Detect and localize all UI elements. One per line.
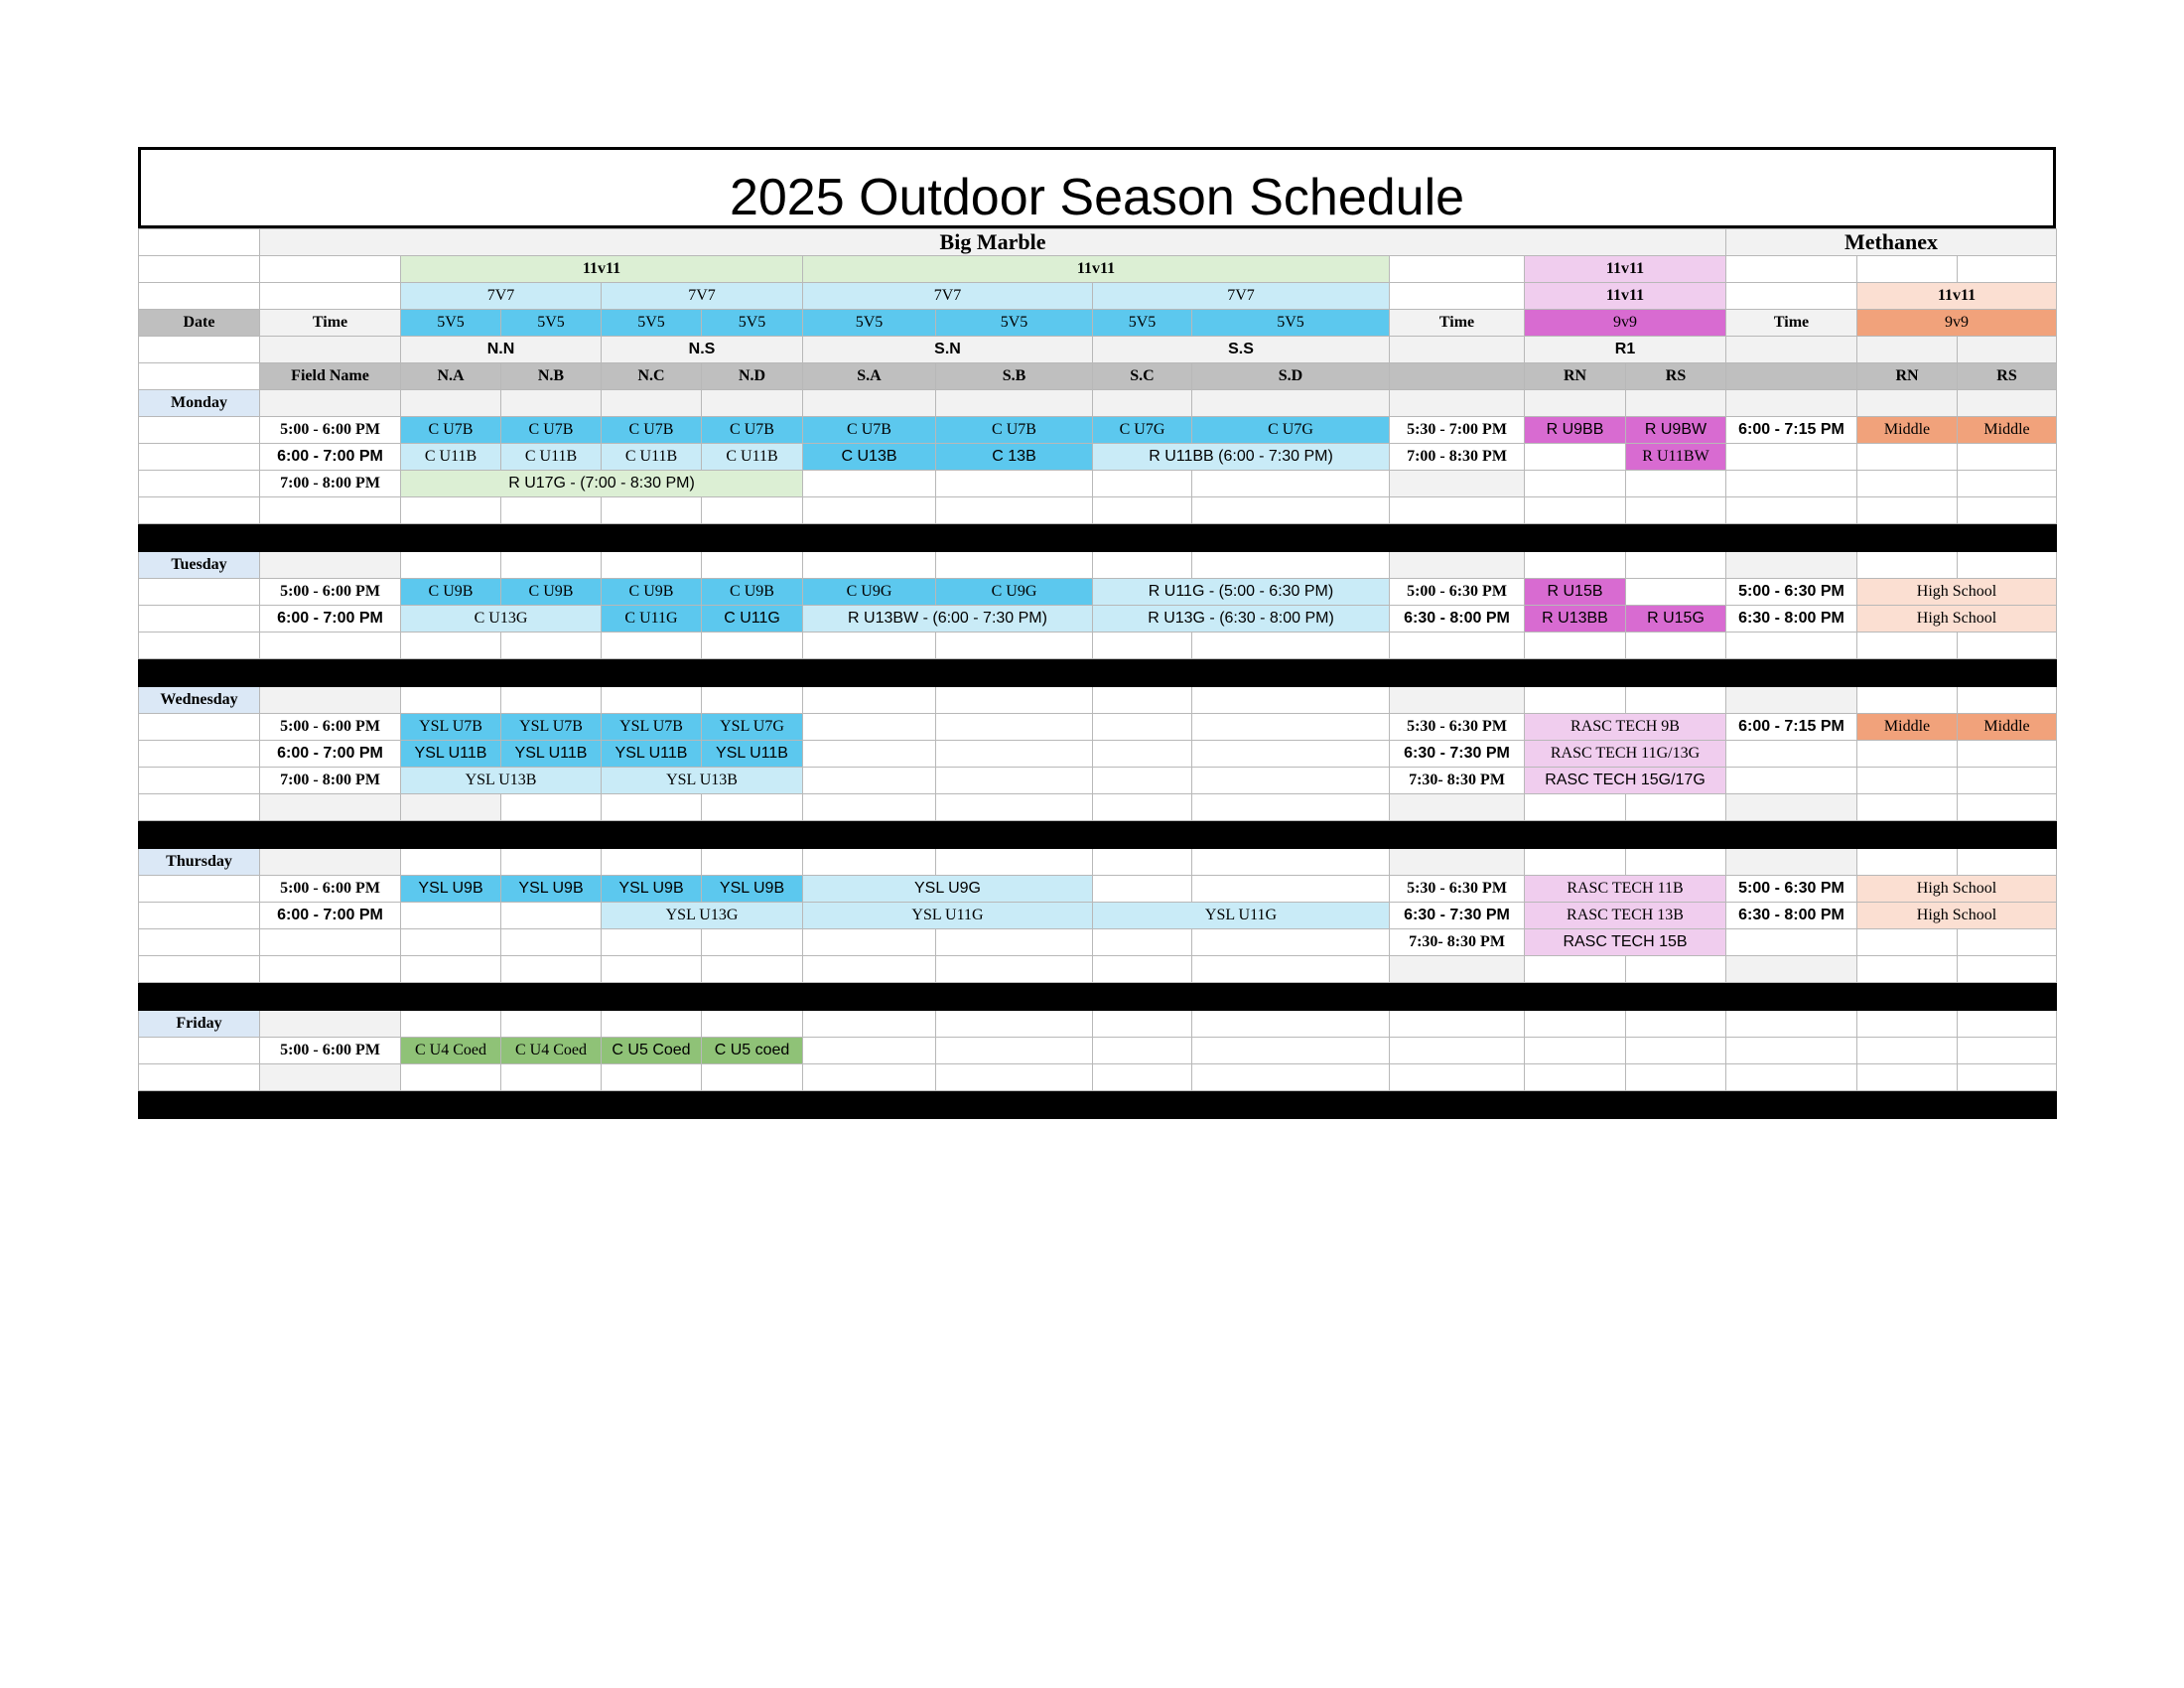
time-header-methanex: Time <box>1726 310 1857 337</box>
booking-cell: RASC TECH 11B <box>1525 876 1726 903</box>
time-slot-methanex: 6:00 - 7:15 PM <box>1726 714 1857 741</box>
booking-cell: C U9B <box>401 579 501 606</box>
format-7v7-ss: 7V7 <box>1093 283 1390 310</box>
field-group-r1: R1 <box>1525 337 1726 363</box>
format-5v5-na: 5V5 <box>401 310 501 337</box>
field-na: N.A <box>401 363 501 390</box>
booking-cell: YSL U13G <box>602 903 803 929</box>
booking-cell: High School <box>1857 606 2057 633</box>
format-11v11-r1: 11v11 <box>1525 256 1726 283</box>
day-separator <box>139 1091 2057 1119</box>
booking-cell: R U11G - (5:00 - 6:30 PM) <box>1093 579 1390 606</box>
time-slot-r1: 7:30- 8:30 PM <box>1390 768 1525 794</box>
time-slot: 7:00 - 8:00 PM <box>260 768 401 794</box>
format-5v5-row <box>139 310 2057 337</box>
day-label-tuesday: Tuesday <box>139 552 260 579</box>
time-slot-r1: 6:30 - 7:30 PM <box>1390 903 1525 929</box>
booking-cell: C U5 coed <box>702 1038 803 1064</box>
booking-cell: R U13G - (6:30 - 8:00 PM) <box>1093 606 1390 633</box>
thursday-slot-1 <box>139 876 2057 903</box>
time-slot: 5:00 - 6:00 PM <box>260 417 401 444</box>
day-separator <box>139 524 2057 552</box>
wednesday-day-row <box>139 687 2057 714</box>
field-nd: N.D <box>702 363 803 390</box>
format-7v7-ns: 7V7 <box>602 283 803 310</box>
time-slot-r1: 7:30- 8:30 PM <box>1390 929 1525 956</box>
time-slot: 6:00 - 7:00 PM <box>260 606 401 633</box>
format-11v11-south: 11v11 <box>803 256 1390 283</box>
booking-cell: High School <box>1857 876 2057 903</box>
field-sd: S.D <box>1192 363 1390 390</box>
thursday-slot-3 <box>139 929 2057 956</box>
format-5v5-sb: 5V5 <box>936 310 1093 337</box>
day-separator <box>139 659 2057 687</box>
field-group-ns: N.S <box>602 337 803 363</box>
field-group-ss: S.S <box>1093 337 1390 363</box>
time-slot-r1: 6:30 - 8:00 PM <box>1390 606 1525 633</box>
booking-cell: YSL U11B <box>401 741 501 768</box>
date-header: Date <box>139 310 260 337</box>
field-methanex-rs: RS <box>1958 363 2057 390</box>
booking-cell: C U7B <box>602 417 702 444</box>
format-5v5-sc: 5V5 <box>1093 310 1192 337</box>
format-9v9-methanex: 9v9 <box>1857 310 2057 337</box>
booking-cell: YSL U13B <box>401 768 602 794</box>
friday-day-row <box>139 1011 2057 1038</box>
booking-cell: YSL U11B <box>602 741 702 768</box>
booking-cell: C U9G <box>803 579 936 606</box>
booking-cell: C U9B <box>501 579 602 606</box>
format-5v5-nd: 5V5 <box>702 310 803 337</box>
format-5v5-nc: 5V5 <box>602 310 702 337</box>
booking-cell: C U9B <box>702 579 803 606</box>
field-nb: N.B <box>501 363 602 390</box>
format-11v11-row <box>139 256 2057 283</box>
booking-cell: High School <box>1857 579 2057 606</box>
booking-cell: C U11B <box>501 444 602 471</box>
field-nc: N.C <box>602 363 702 390</box>
field-sb: S.B <box>936 363 1093 390</box>
time-slot: 7:00 - 8:00 PM <box>260 471 401 497</box>
field-methanex-rn: RN <box>1857 363 1958 390</box>
time-slot: 6:00 - 7:00 PM <box>260 741 401 768</box>
thursday-blank-row <box>139 956 2057 983</box>
booking-cell: YSL U11G <box>1093 903 1390 929</box>
field-group-sn: S.N <box>803 337 1093 363</box>
schedule-sheet <box>138 147 2056 1119</box>
wednesday-slot-2 <box>139 741 2057 768</box>
day-separator <box>139 983 2057 1011</box>
booking-cell: C U13G <box>401 606 602 633</box>
monday-day-row <box>139 390 2057 417</box>
title-box <box>138 147 2056 228</box>
booking-cell: C U7B <box>936 417 1093 444</box>
booking-cell: YSL U7G <box>702 714 803 741</box>
venue-methanex: Methanex <box>1726 229 2057 256</box>
booking-cell: RASC TECH 15B <box>1525 929 1726 956</box>
time-header: Time <box>260 310 401 337</box>
booking-cell: RASC TECH 15G/17G <box>1525 768 1726 794</box>
booking-cell: C U7B <box>501 417 602 444</box>
day-label-monday: Monday <box>139 390 260 417</box>
booking-cell: C U7B <box>401 417 501 444</box>
booking-cell: R U11BB (6:00 - 7:30 PM) <box>1093 444 1390 471</box>
time-slot-r1: 5:30 - 7:00 PM <box>1390 417 1525 444</box>
booking-cell: R U13BW - (6:00 - 7:30 PM) <box>803 606 1093 633</box>
time-slot: 5:00 - 6:00 PM <box>260 579 401 606</box>
time-slot: 5:00 - 6:00 PM <box>260 876 401 903</box>
format-11v11-north: 11v11 <box>401 256 803 283</box>
time-slot: 5:00 - 6:00 PM <box>260 1038 401 1064</box>
booking-cell: RASC TECH 13B <box>1525 903 1726 929</box>
venue-row <box>139 229 2057 256</box>
day-label-friday: Friday <box>139 1011 260 1038</box>
time-slot-methanex: 5:00 - 6:30 PM <box>1726 876 1857 903</box>
friday-slot-1 <box>139 1038 2057 1064</box>
booking-cell: C U11B <box>602 444 702 471</box>
wednesday-slot-1 <box>139 714 2057 741</box>
time-slot-r1: 5:30 - 6:30 PM <box>1390 714 1525 741</box>
booking-cell: C U4 Coed <box>501 1038 602 1064</box>
time-slot: 6:00 - 7:00 PM <box>260 444 401 471</box>
booking-cell: YSL U7B <box>602 714 702 741</box>
time-header-r1: Time <box>1390 310 1525 337</box>
booking-cell: R U15G <box>1626 606 1726 633</box>
booking-cell: YSL U9B <box>501 876 602 903</box>
booking-cell: Middle <box>1958 417 2057 444</box>
booking-cell: C U5 Coed <box>602 1038 702 1064</box>
time-slot-r1: 5:00 - 6:30 PM <box>1390 579 1525 606</box>
thursday-day-row <box>139 849 2057 876</box>
wednesday-slot-3 <box>139 768 2057 794</box>
time-slot-methanex: 6:30 - 8:00 PM <box>1726 606 1857 633</box>
booking-cell: YSL U9B <box>702 876 803 903</box>
format-9v9-r1: 9v9 <box>1525 310 1726 337</box>
booking-cell: C U7G <box>1192 417 1390 444</box>
friday-blank-row <box>139 1064 2057 1091</box>
tuesday-day-row <box>139 552 2057 579</box>
monday-blank-row <box>139 497 2057 524</box>
format-5v5-sd: 5V5 <box>1192 310 1390 337</box>
venue-big-marble: Big Marble <box>260 229 1726 256</box>
booking-cell: C U9B <box>602 579 702 606</box>
booking-cell: R U9BB <box>1525 417 1626 444</box>
time-slot-r1: 7:00 - 8:30 PM <box>1390 444 1525 471</box>
booking-cell: RASC TECH 11G/13G <box>1525 741 1726 768</box>
field-sa: S.A <box>803 363 936 390</box>
schedule-table <box>138 228 2057 1119</box>
booking-cell: C U11G <box>602 606 702 633</box>
tuesday-slot-2 <box>139 606 2057 633</box>
field-sc: S.C <box>1093 363 1192 390</box>
booking-cell: YSL U9B <box>602 876 702 903</box>
format-7v7-sn: 7V7 <box>803 283 1093 310</box>
booking-cell: YSL U11B <box>702 741 803 768</box>
thursday-slot-2 <box>139 903 2057 929</box>
time-slot-r1: 6:30 - 7:30 PM <box>1390 741 1525 768</box>
booking-cell: YSL U11G <box>803 903 1093 929</box>
day-label-wednesday: Wednesday <box>139 687 260 714</box>
booking-cell: C U11B <box>401 444 501 471</box>
format-7v7-row <box>139 283 2057 310</box>
monday-slot-1 <box>139 417 2057 444</box>
sheet-title: 2025 Outdoor Season Schedule <box>729 169 1465 226</box>
booking-cell: Middle <box>1857 714 1958 741</box>
time-slot-methanex: 6:00 - 7:15 PM <box>1726 417 1857 444</box>
booking-cell: R U9BW <box>1626 417 1726 444</box>
format-7v7-nn: 7V7 <box>401 283 602 310</box>
booking-cell: High School <box>1857 903 2057 929</box>
booking-cell: C U9G <box>936 579 1093 606</box>
booking-cell: R U17G - (7:00 - 8:30 PM) <box>401 471 803 497</box>
field-group-row <box>139 337 2057 363</box>
booking-cell: C U13B <box>803 444 936 471</box>
day-label-thursday: Thursday <box>139 849 260 876</box>
monday-slot-3 <box>139 471 2057 497</box>
field-rs: RS <box>1626 363 1726 390</box>
booking-cell: YSL U7B <box>501 714 602 741</box>
wednesday-blank-row <box>139 794 2057 821</box>
field-name-header: Field Name <box>260 363 401 390</box>
time-slot: 6:00 - 7:00 PM <box>260 903 401 929</box>
booking-cell: YSL U7B <box>401 714 501 741</box>
time-slot: 5:00 - 6:00 PM <box>260 714 401 741</box>
booking-cell: C U7G <box>1093 417 1192 444</box>
field-rn: RN <box>1525 363 1626 390</box>
booking-cell: YSL U11B <box>501 741 602 768</box>
booking-cell: C U11B <box>702 444 803 471</box>
booking-cell: YSL U9B <box>401 876 501 903</box>
format-11v11-r1-sub: 11v11 <box>1525 283 1726 310</box>
booking-cell: YSL U9G <box>803 876 1093 903</box>
format-5v5-nb: 5V5 <box>501 310 602 337</box>
booking-cell: C 13B <box>936 444 1093 471</box>
booking-cell: YSL U13B <box>602 768 803 794</box>
booking-cell: R U15B <box>1525 579 1626 606</box>
booking-cell: C U7B <box>803 417 936 444</box>
booking-cell: R U11BW <box>1626 444 1726 471</box>
booking-cell: C U11G <box>702 606 803 633</box>
day-separator <box>139 821 2057 849</box>
field-group-nn: N.N <box>401 337 602 363</box>
booking-cell: Middle <box>1958 714 2057 741</box>
booking-cell: R U13BB <box>1525 606 1626 633</box>
booking-cell: C U4 Coed <box>401 1038 501 1064</box>
field-name-row <box>139 363 2057 390</box>
tuesday-blank-row <box>139 633 2057 659</box>
booking-cell: RASC TECH 9B <box>1525 714 1726 741</box>
time-slot-methanex: 6:30 - 8:00 PM <box>1726 903 1857 929</box>
booking-cell: Middle <box>1857 417 1958 444</box>
booking-cell: C U7B <box>702 417 803 444</box>
format-11v11-methanex: 11v11 <box>1857 283 2057 310</box>
monday-slot-2 <box>139 444 2057 471</box>
tuesday-slot-1 <box>139 579 2057 606</box>
time-slot-r1: 5:30 - 6:30 PM <box>1390 876 1525 903</box>
time-slot-methanex: 5:00 - 6:30 PM <box>1726 579 1857 606</box>
format-5v5-sa: 5V5 <box>803 310 936 337</box>
